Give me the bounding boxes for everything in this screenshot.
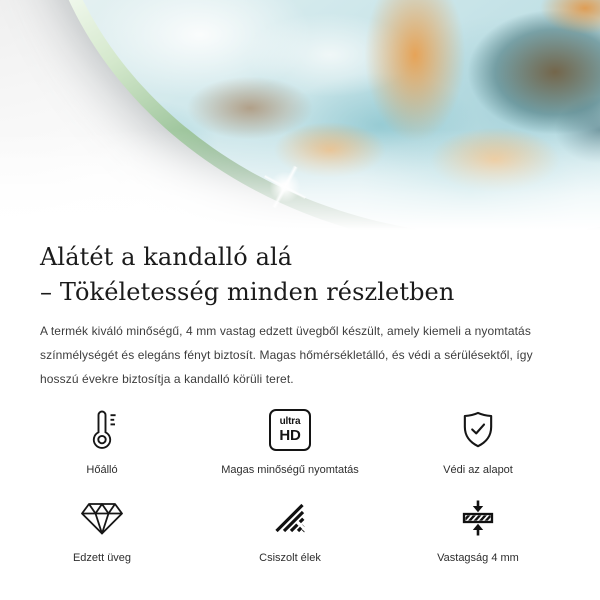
feature-protects-base	[443, 407, 513, 477]
feature-grid	[0, 407, 600, 565]
product-description-section	[0, 240, 600, 391]
product-photo	[0, 0, 600, 232]
ultra-hd-badge-bottom: HD	[279, 427, 301, 444]
feature-label: Edzett üveg	[72, 552, 132, 564]
feature-label: Hőálló	[86, 464, 118, 476]
polished-edges-icon	[274, 495, 306, 541]
ultra-hd-badge-top: ultra	[279, 416, 301, 427]
page-title-line1: Alátét a kandalló alá	[40, 243, 293, 271]
ultra-hd-icon	[269, 407, 311, 453]
feature-polished-edges	[259, 495, 321, 565]
page-title	[40, 240, 560, 310]
shield-check-icon	[460, 407, 496, 453]
feature-ultra-hd-print	[221, 407, 359, 477]
thermometer-icon	[87, 407, 117, 453]
ultra-hd-badge	[269, 409, 311, 451]
feature-label: Magas minőségű nyomtatás	[221, 464, 359, 476]
description-line: A termék kiváló minőségű, 4 mm vastag edzett üvegből készült, amely kiemeli a nyomtatás	[40, 324, 531, 338]
feature-label: Védi az alapot	[443, 464, 513, 476]
feature-thickness-4mm	[437, 495, 519, 565]
diamond-icon	[80, 495, 124, 541]
feature-tempered-glass	[73, 495, 131, 565]
feature-heat-resistant	[86, 407, 117, 477]
description-line: színmélységét és elegáns fényt biztosít. Magas hőmérsékletálló, és védi a sérülésektől, így	[40, 348, 533, 362]
feature-label: Vastagság 4 mm	[437, 552, 519, 564]
feature-label: Csiszolt élek	[259, 552, 321, 564]
thickness-icon	[459, 495, 497, 541]
description-line: hosszú évekre biztosítja a kandalló körüli teret.	[40, 372, 294, 386]
page-title-line2: – Tökéletesség minden részletben	[40, 278, 455, 306]
product-description	[40, 319, 560, 391]
